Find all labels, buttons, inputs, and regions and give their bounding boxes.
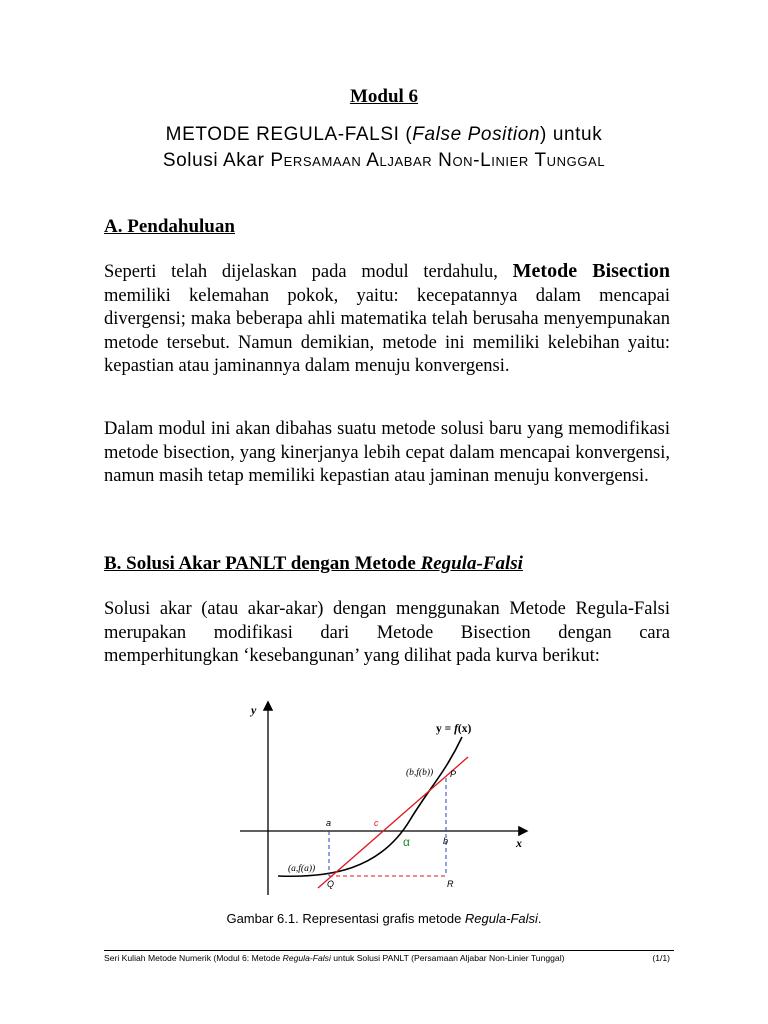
footer bbox=[104, 953, 674, 963]
label-Q: Q bbox=[327, 879, 335, 889]
p1-bold-term: Metode Bisection bbox=[512, 260, 671, 282]
y-axis-label: y bbox=[251, 703, 257, 717]
label-R: R bbox=[447, 879, 454, 889]
subtitle-line2-b: Persamaan Aljabar Non-Linier Tunggal bbox=[270, 150, 606, 171]
label-alpha: α bbox=[403, 835, 410, 849]
subtitle-close: ) untuk bbox=[540, 124, 603, 145]
subtitle-line-1 bbox=[0, 124, 768, 146]
function-curve bbox=[278, 737, 462, 876]
function-label-arg: (x) bbox=[457, 723, 472, 735]
section-b-paragraph-1: Solusi akar (atau akar-akar) dengan menggunakan Metode Regula-Falsi merupakan modifikasi dari Metode Bisection dengan cara memperhitungkan ‘kesebangunan’ yang dilihat pada kurva berikut: bbox=[104, 599, 670, 667]
point-a-label: (a,f(a)) bbox=[288, 864, 316, 874]
subtitle-italic: False Position bbox=[412, 124, 541, 145]
function-label-f: f bbox=[454, 723, 458, 735]
figure-svg bbox=[230, 695, 540, 900]
regula-falsi-figure bbox=[230, 695, 540, 900]
footer-before: Seri Kuliah Metode Numerik (Modul 6: Metode bbox=[104, 953, 283, 963]
p1-before: Seperti telah dijelaskan pada modul terdahulu, bbox=[104, 262, 513, 282]
section-b-heading-plain: B. Solusi Akar PANLT dengan Metode bbox=[104, 553, 421, 574]
label-c: c bbox=[374, 818, 379, 828]
label-a: a bbox=[326, 818, 332, 828]
footer-after: untuk Solusi PANLT (Persamaan Aljabar Non-Linier Tunggal) bbox=[330, 953, 565, 963]
section-a-paragraph-1 bbox=[104, 260, 670, 379]
caption-italic: Regula-Falsi bbox=[464, 911, 538, 926]
subtitle-line-2 bbox=[0, 150, 768, 172]
footer-page-number: (1/1) bbox=[652, 953, 670, 963]
subtitle-line2-a: Solusi Akar bbox=[162, 150, 271, 171]
point-b-label: (b,f(b)) bbox=[406, 768, 434, 778]
section-b-heading-italic: Regula-Falsi bbox=[420, 553, 523, 574]
section-a-heading: A. Pendahuluan bbox=[104, 216, 235, 237]
subtitle-method: METODE REGULA-FALSI bbox=[165, 124, 400, 145]
subtitle-open-paren: ( bbox=[399, 124, 413, 145]
section-b-heading bbox=[104, 553, 523, 575]
page-title: Modul 6 bbox=[349, 86, 419, 107]
figure-caption bbox=[0, 911, 768, 926]
footer-rule bbox=[104, 950, 674, 951]
x-axis-label: x bbox=[516, 836, 522, 850]
label-P: P bbox=[450, 769, 457, 779]
label-b: b bbox=[443, 836, 449, 846]
footer-italic: Regula-Falsi bbox=[282, 953, 331, 963]
section-a-paragraph-2: Dalam modul ini akan dibahas suatu metode solusi baru yang memodifikasi metode bisection, yang kinerjanya lebih cepat dalam mencapai konvergensi, namun masih tetap memiliki kepastian atau jaminan menuju konvergensi. bbox=[104, 419, 670, 487]
caption-prefix: Gambar 6.1. Representasi grafis metode bbox=[226, 911, 465, 926]
caption-suffix: . bbox=[537, 911, 542, 926]
p1-after: memiliki kelemahan pokok, yaitu: kecepatannya dalam mencapai divergensi; maka beberapa ahli matematika telah berusaha menyempunakan metode tersebut. Namun demikian, metode ini memiliki kelebihan yaitu: kepastian atau jaminannya dalam menuju konvergensi. bbox=[104, 285, 670, 377]
function-label bbox=[436, 723, 471, 735]
function-label-prefix: y = bbox=[436, 723, 455, 735]
